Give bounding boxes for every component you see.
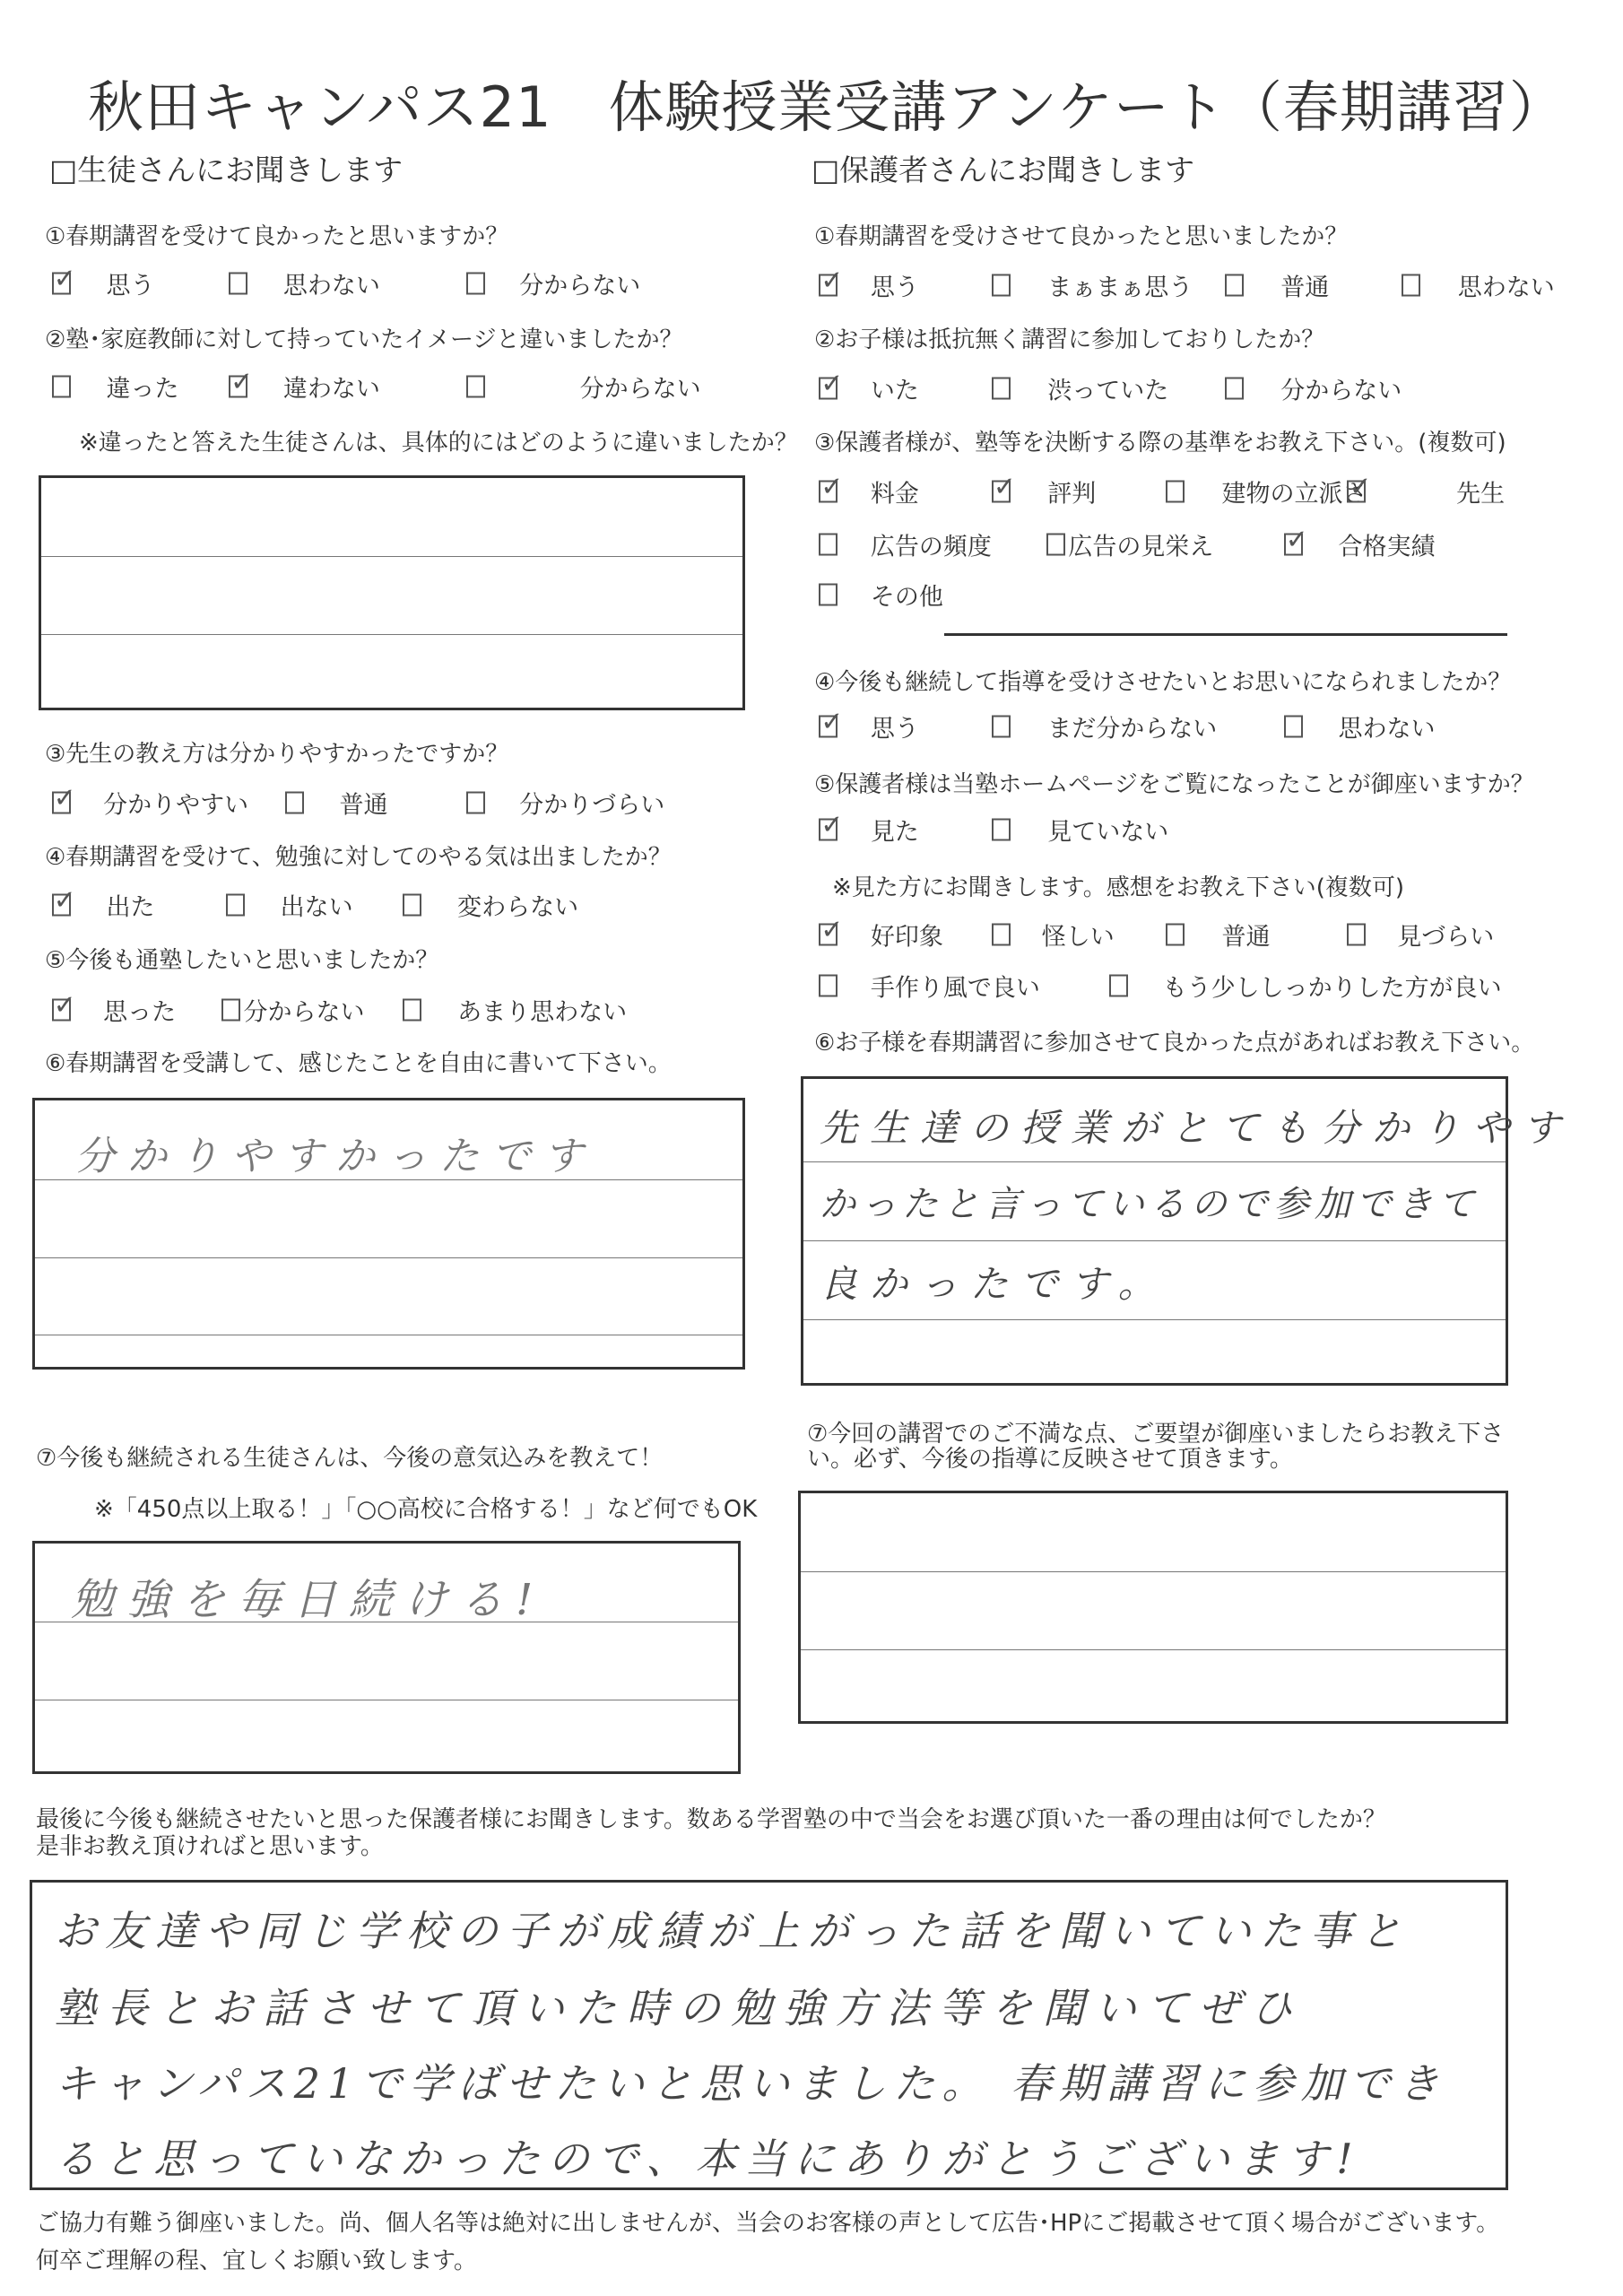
checkbox[interactable] [52, 893, 71, 916]
checkbox[interactable] [52, 376, 71, 398]
option-label: 先生 [1456, 480, 1506, 509]
final-question-line1: 最後に今後も継続させたいと思った保護者様にお聞きします。数ある学習塾の中で当会をお選び頂いた一番の理由は何でしたか？ [36, 1806, 1386, 1833]
parent-q6-answer-box[interactable] [801, 1076, 1574, 1386]
footer-line2: 何卒ご理解の程、宜しくお願い致します。 [36, 2248, 477, 2274]
parent-q6: ⑥お子様を春期講習に参加させて良かった点があればお教え下さい。 [814, 1030, 1535, 1057]
option-label: 出ない [280, 893, 353, 922]
final-question-line2: 是非お教え頂ければと思います。 [36, 1833, 384, 1860]
option-label: 分からない [579, 375, 701, 404]
option-label: 違った [106, 375, 179, 404]
checkbox[interactable] [992, 923, 1011, 945]
student-q6-answer-box[interactable] [32, 1098, 745, 1370]
student-section-header: □生徒さんにお聞きします [49, 152, 404, 187]
checkbox[interactable] [52, 998, 71, 1021]
option-label: 出た [106, 893, 155, 922]
option-label: 違わない [282, 375, 380, 404]
final-answer-line: 塾長とお話させて頂いた時の勉強方法等を聞いてぜひ [55, 1984, 1303, 2032]
checkbox[interactable] [1284, 534, 1303, 556]
option-label: 建物の立派さ [1221, 480, 1367, 509]
option-label: まだ分からない [1047, 715, 1218, 744]
option-label: 思わない [282, 272, 380, 300]
checkbox[interactable] [992, 274, 1011, 296]
checkbox[interactable] [992, 480, 1011, 502]
option-label: いた [870, 377, 919, 405]
final-answer-line: キャンパス21で学ばせたいと思いました。 春期講習に参加でき [55, 2059, 1446, 2108]
parent-q1: ①春期講習を受けさせて良かったと思いましたか？ [814, 223, 1349, 250]
parent-q6-answer-line: かったと言っているので参加できて [820, 1184, 1480, 1225]
checkbox[interactable] [466, 272, 485, 294]
student-q2-answer-box[interactable] [39, 475, 745, 710]
option-label: 分かりやすい [103, 791, 249, 820]
parent-q6-answer-line: 先生達の授業がとても分かりやす [820, 1106, 1574, 1150]
checkbox[interactable] [229, 376, 247, 398]
parent-q2: ②お子様は抵抗無く講習に参加しておりしたか？ [814, 326, 1325, 353]
student-q3: ③先生の教え方は分かりやすかったですか？ [45, 741, 509, 768]
checkbox[interactable] [819, 377, 838, 399]
option-label: 分からない [519, 272, 641, 300]
checkbox[interactable] [1109, 975, 1128, 997]
option-label: 広告の見栄え [1068, 533, 1214, 561]
checkbox[interactable] [229, 272, 247, 294]
student-q2: ②塾･家庭教師に対して持っていたイメージと違いましたか？ [45, 326, 683, 353]
option-label: 手作り風で良い [870, 974, 1040, 1003]
option-label: 普通 [339, 791, 388, 820]
checkbox[interactable] [52, 792, 71, 814]
option-label: 思う [106, 272, 155, 300]
student-q7-answer-box[interactable] [32, 1541, 741, 1774]
parent-section-header: □保護者さんにお聞きします [812, 152, 1195, 187]
checkbox[interactable] [403, 998, 421, 1021]
option-label: 分からない [1280, 377, 1402, 405]
student-q7-answer: 勉強を毎日続ける! [71, 1575, 546, 1625]
checkbox[interactable] [819, 274, 838, 296]
option-label: 思う [870, 715, 919, 744]
option-label: 思わない [1338, 715, 1436, 744]
final-answer-line: ると思っていなかったので、本当にありがとうございます! [55, 2135, 1361, 2183]
option-label: 普通 [1221, 923, 1271, 952]
option-label: まぁまぁ思う [1047, 274, 1193, 302]
option-label: 思った [103, 998, 177, 1027]
parent-q3-other-line[interactable] [944, 610, 1507, 636]
checkbox[interactable] [1347, 480, 1366, 502]
checkbox[interactable] [992, 818, 1011, 840]
option-label: 見ていない [1047, 818, 1169, 847]
checkbox[interactable] [819, 715, 838, 737]
option-label: 見づらい [1397, 923, 1495, 952]
checkbox[interactable] [1284, 715, 1303, 737]
option-label: 思う [870, 274, 919, 302]
final-answer-box[interactable] [30, 1880, 1508, 2190]
option-label: 思わない [1457, 274, 1555, 302]
checkbox[interactable] [819, 923, 838, 945]
checkbox[interactable] [819, 480, 838, 502]
option-label: 変わらない [457, 893, 579, 922]
student-q4: ④春期講習を受けて、勉強に対してのやる気は出ましたか？ [45, 844, 672, 871]
option-label: もう少ししっかりした方が良い [1162, 974, 1502, 1003]
checkbox[interactable] [819, 534, 838, 556]
checkbox[interactable] [992, 377, 1011, 399]
option-label: 渋っていた [1047, 377, 1169, 405]
checkbox[interactable] [466, 792, 485, 814]
parent-q4: ④今後も継続して指導を受けさせたいとお思いになられましたか？ [814, 669, 1512, 696]
option-label: 合格実績 [1338, 533, 1436, 561]
student-q6: ⑥春期講習を受講して、感じたことを自由に書いて下さい。 [45, 1050, 672, 1077]
parent-q5-sub: ※見た方にお聞きします。感想をお教え下さい(複数可) [832, 874, 1404, 901]
checkbox[interactable] [1225, 274, 1244, 296]
option-label: その他 [870, 583, 943, 612]
checkbox[interactable] [819, 975, 838, 997]
checkbox[interactable] [1046, 534, 1065, 556]
checkbox[interactable] [52, 272, 71, 294]
option-label: 普通 [1280, 274, 1330, 302]
checkbox[interactable] [819, 818, 838, 840]
student-q6-answer: 分かりやすかったです [75, 1134, 595, 1179]
option-label: あまり思わない [457, 998, 628, 1027]
checkbox[interactable] [819, 584, 838, 606]
checkbox[interactable] [466, 376, 485, 398]
checkbox[interactable] [1347, 923, 1366, 945]
checkbox[interactable] [285, 792, 304, 814]
page-title: 秋田キャンパス21 体験授業受講アンケート（春期講習） [88, 74, 1566, 140]
checkbox[interactable] [221, 998, 240, 1021]
option-label: 怪しい [1041, 923, 1115, 952]
option-label: 分からない [243, 998, 365, 1027]
parent-q7-answer-box[interactable] [798, 1491, 1508, 1724]
option-label: 料金 [870, 480, 919, 509]
checkbox[interactable] [1402, 274, 1420, 296]
parent-q3: ③保護者様が、塾等を決断する際の基準をお教え下さい。(複数可) [814, 430, 1506, 457]
option-label: 評判 [1047, 480, 1097, 509]
student-q2-note: ※違ったと答えた生徒さんは、具体的にはどのように違いましたか？ [79, 430, 798, 457]
checkbox[interactable] [992, 715, 1011, 737]
parent-q6-answer-line: 良かったです。 [820, 1262, 1168, 1306]
parent-q7-line1: ⑦今回の講習でのご不満な点、ご要望が御座いましたらお教え下さ [807, 1421, 1505, 1448]
option-label: 見た [870, 818, 919, 847]
option-label: 分かりづらい [519, 791, 665, 820]
option-label: 広告の頻度 [870, 533, 992, 561]
parent-q7-line2: い。必ず、今後の指導に反映させて頂きます。 [807, 1446, 1293, 1473]
final-answer-line: お友達や同じ学校の子が成績が上がった話を聞いていた事と [55, 1907, 1410, 1955]
option-label: 好印象 [870, 923, 943, 952]
checkbox[interactable] [1225, 377, 1244, 399]
checkbox[interactable] [226, 893, 245, 916]
parent-q5: ⑤保護者様は当塾ホームページをご覧になったことが御座いますか？ [814, 771, 1534, 798]
checkbox[interactable] [403, 893, 421, 916]
student-q7-note: ※「450点以上取る！」「○○高校に合格する！」など何でもOK [94, 1496, 758, 1523]
footer-line1: ご協力有難う御座いました。尚、個人名等は絶対に出しませんが、当会のお客様の声として広告･HPにご掲載させて頂く場合がございます。 [36, 2210, 1500, 2237]
checkbox[interactable] [1166, 480, 1185, 502]
student-q5: ⑤今後も通塾したいと思いましたか？ [45, 947, 439, 974]
student-q7: ⑦今後も継続される生徒さんは、今後の意気込みを教えて！ [36, 1445, 664, 1472]
checkbox[interactable] [1166, 923, 1185, 945]
student-q1: ①春期講習を受けて良かったと思いますか？ [45, 223, 509, 250]
